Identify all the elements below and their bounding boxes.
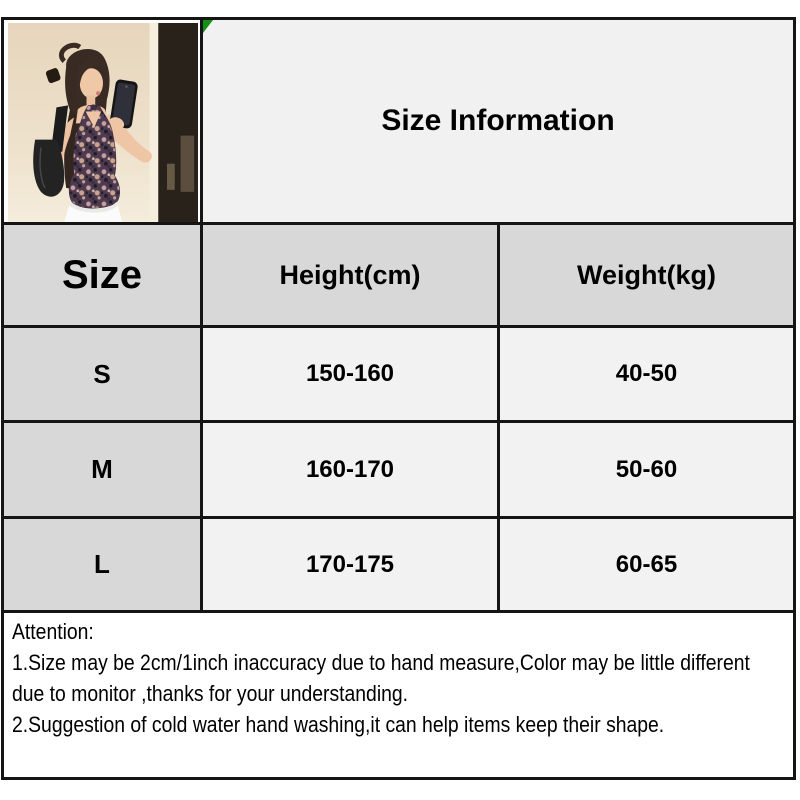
size-s-label: S (4, 328, 203, 420)
size-l-weight: 60-65 (500, 519, 793, 610)
attention-note-2: 2.Suggestion of cold water hand washing,it can help items keep their shape. (12, 712, 665, 737)
top-row (4, 20, 793, 225)
column-header-weight: Weight(kg) (500, 225, 793, 325)
green-corner-marker-icon (203, 20, 213, 33)
size-l-label: L (4, 519, 203, 610)
size-m-height: 160-170 (203, 423, 500, 516)
outer-frame (1, 17, 796, 780)
table-header-row (4, 225, 793, 328)
page-title: Size Information (381, 104, 615, 137)
title-cell (203, 20, 793, 222)
size-s-weight: 40-50 (500, 328, 793, 420)
attention-heading: Attention: (12, 619, 94, 644)
table-row (4, 423, 793, 519)
table-row (4, 519, 793, 613)
column-header-height: Height(cm) (203, 225, 500, 325)
mirror-edge (150, 23, 160, 222)
wardrobe-panel (158, 23, 198, 222)
size-s-height: 150-160 (203, 328, 500, 420)
attention-section (4, 613, 793, 777)
attention-note-1: 1.Size may be 2cm/1inch inaccuracy due to hand measure,Color may be little different due to monitor ,thanks for your understanding. (12, 650, 750, 706)
size-l-height: 170-175 (203, 519, 500, 610)
table-row (4, 328, 793, 423)
size-m-label: M (4, 423, 203, 516)
product-photo (8, 23, 198, 222)
column-header-size: Size (4, 225, 203, 325)
size-m-weight: 50-60 (500, 423, 793, 516)
product-photo-cell (4, 20, 203, 222)
